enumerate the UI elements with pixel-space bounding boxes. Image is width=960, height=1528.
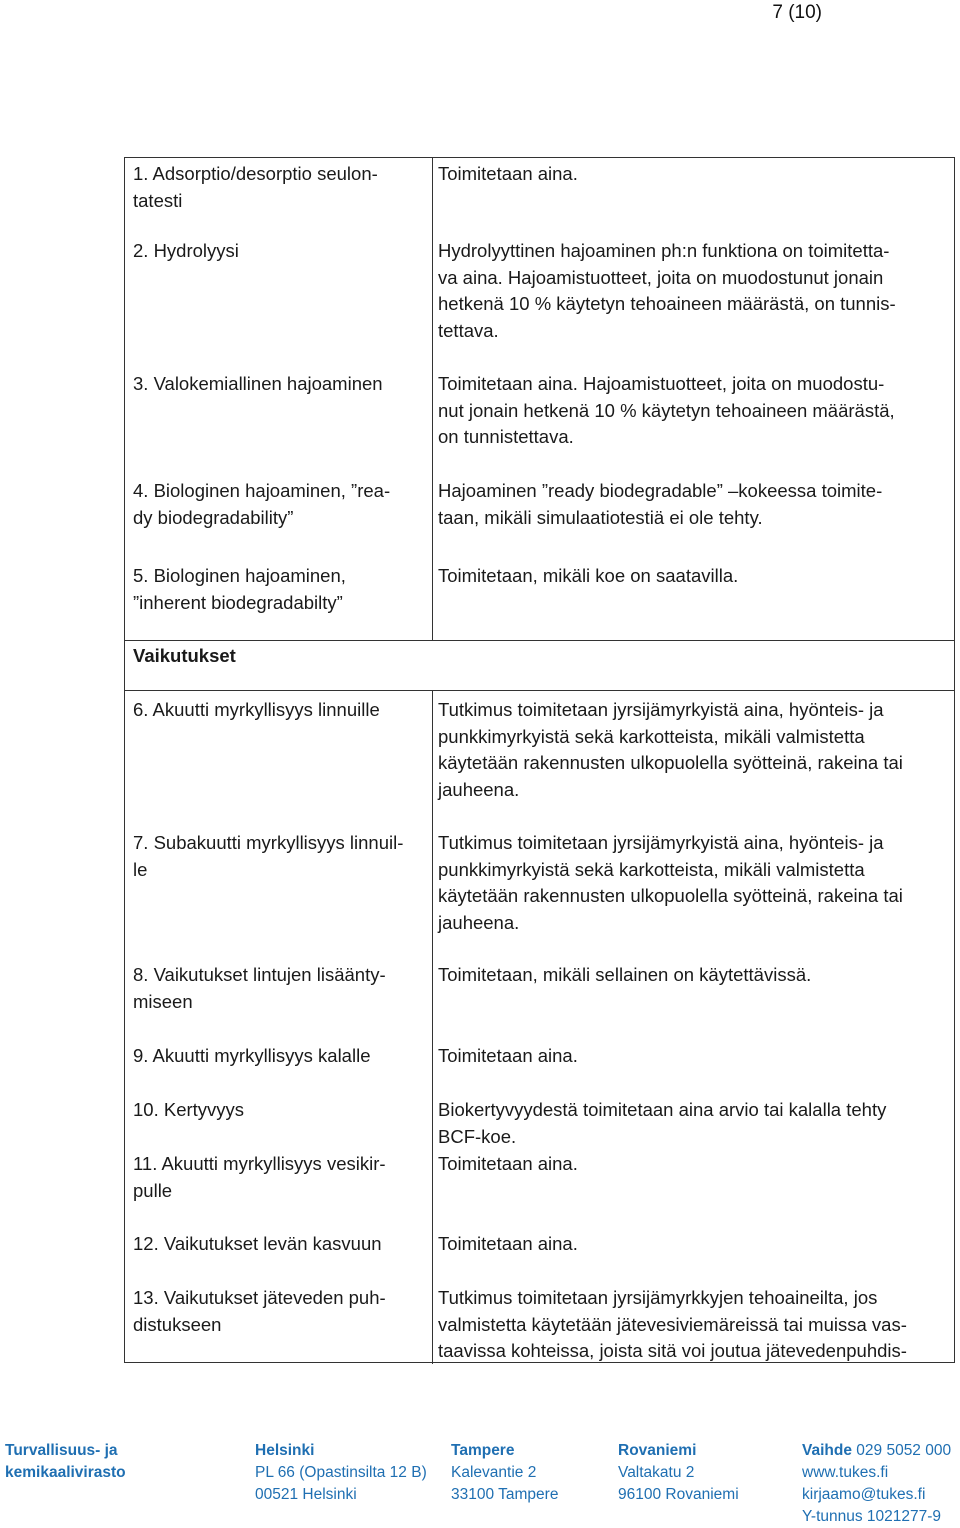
footer-helsinki: Helsinki PL 66 (Opastinsilta 12 B) 00521 Helsinki — [255, 1442, 427, 1503]
row-2-left: 2. Hydrolyysi — [133, 240, 239, 261]
row-5-right: Toimitetaan, mikäli koe on saatavilla. — [438, 565, 739, 586]
row-8-left: 8. Vaikutukset lintujen lisäänty- miseen — [133, 964, 386, 1012]
row-7-left: 7. Subakuutti myrkyllisyys linnuil- le — [133, 832, 404, 880]
row-5-left: 5. Biologinen hajoaminen, ”inherent biodegradabilty” — [133, 565, 346, 613]
row-11-left: 11. Akuutti myrkyllisyys vesikir- pulle — [133, 1153, 386, 1201]
website-link[interactable]: www.tukes.fi — [802, 1464, 889, 1481]
row-3-left: 3. Valokemiallinen hajoaminen — [133, 373, 383, 394]
page-footer — [0, 1440, 960, 1526]
footer-tampere: Tampere Kalevantie 2 33100 Tampere — [451, 1442, 559, 1503]
footer-contact: Vaihde 029 5052 000 www.tukes.fi kirjaamo@tukes.fi Y-tunnus 1021277-9 — [802, 1442, 952, 1525]
row-1-right: Toimitetaan aina. — [438, 163, 578, 184]
section-divider-bottom — [125, 690, 954, 691]
page-number: 7 (10) — [772, 2, 822, 23]
row-7-right: Tutkimus toimitetaan jyrsijämyrkyistä aina, hyönteis- ja punkkimyrkyistä sekä karkotteista, mikäli valmistetta käytetään rakennusten ulkopuolella syötteinä, rakeina tai jauheena. — [438, 832, 903, 933]
row-12-left: 12. Vaikutukset levän kasvuun — [133, 1233, 382, 1254]
row-13-right: Tutkimus toimitetaan jyrsijämyrkkyjen tehoaineilta, jos valmistetta käytetään jätevesiviemäreissä tai muissa vas- taavissa kohteissa, joista sitä voi joutua jätevedenpuhdis- — [438, 1287, 907, 1361]
row-8-right: Toimitetaan, mikäli sellainen on käytettävissä. — [438, 964, 812, 985]
requirements-table — [124, 157, 955, 1363]
section-heading-vaikutukset: Vaikutukset — [133, 645, 236, 666]
row-9-left: 9. Akuutti myrkyllisyys kalalle — [133, 1045, 371, 1066]
row-13-left: 13. Vaikutukset jäteveden puh- distukseen — [133, 1287, 386, 1335]
row-6-right: Tutkimus toimitetaan jyrsijämyrkyistä aina, hyönteis- ja punkkimyrkyistä sekä karkotteista, mikäli valmistetta käytetään rakennusten ulkopuolella syötteinä, rakeina tai jauheena. — [438, 699, 903, 800]
email-link[interactable]: kirjaamo@tukes.fi — [802, 1486, 926, 1503]
footer-rovaniemi: Rovaniemi Valtakatu 2 96100 Rovaniemi — [618, 1442, 739, 1503]
section-divider-top — [125, 640, 954, 641]
row-10-left: 10. Kertyvyys — [133, 1099, 245, 1120]
column-divider-lower — [432, 690, 433, 1364]
row-3-right: Toimitetaan aina. Hajoamistuotteet, joita on muodostu- nut jonain hetkenä 10 % käytetyn tehoaineen määrästä, on tunnistettava. — [438, 373, 895, 447]
column-divider-upper — [432, 158, 433, 640]
row-1-left: 1. Adsorptio/desorptio seulon- tatesti — [133, 163, 378, 211]
row-4-left: 4. Biologinen hajoaminen, ”rea- dy biodegradability” — [133, 480, 391, 528]
footer-agency: Turvallisuus- ja kemikaalivirasto — [5, 1442, 126, 1481]
row-11-right: Toimitetaan aina. — [438, 1153, 578, 1174]
row-10-right: Biokertyvyydestä toimitetaan aina arvio tai kalalla tehty BCF-koe. — [438, 1099, 887, 1147]
row-9-right: Toimitetaan aina. — [438, 1045, 578, 1066]
row-2-right: Hydrolyyttinen hajoaminen ph:n funktiona on toimitetta- va aina. Hajoamistuotteet, joita on muodostunut jonain hetkenä 10 % käytetyn tehoaineen määrästä, on tunnis- tettava. — [438, 240, 896, 341]
row-6-left: 6. Akuutti myrkyllisyys linnuille — [133, 699, 380, 720]
row-12-right: Toimitetaan aina. — [438, 1233, 578, 1254]
row-4-right: Hajoaminen ”ready biodegradable” –kokeessa toimite- taan, mikäli simulaatiotestiä ei ole tehty. — [438, 480, 883, 528]
